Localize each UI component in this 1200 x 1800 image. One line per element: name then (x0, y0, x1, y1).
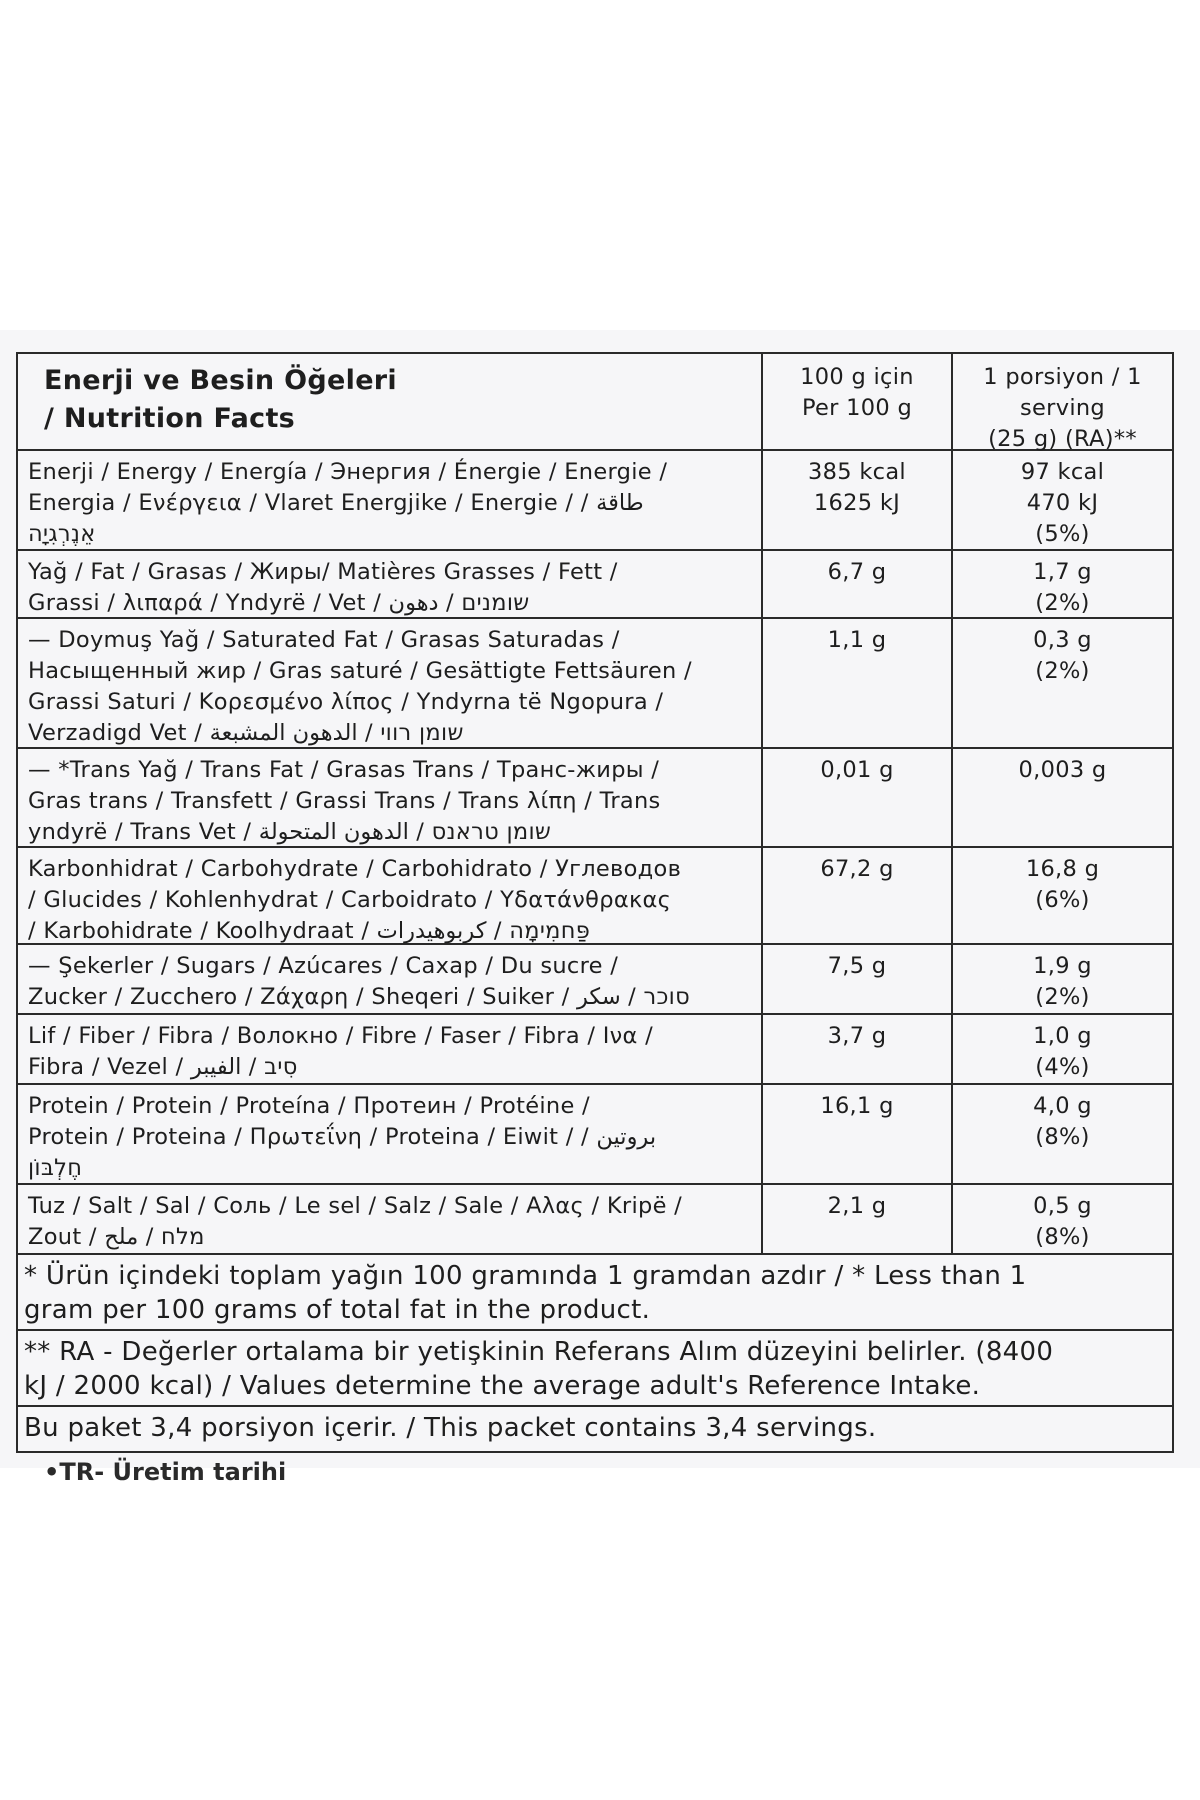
footnote-trans-fat: * Ürün içindeki toplam yağın 100 gramında 1 gramdan azdır / * Less than 1 gram per 100 grams of total fat in the product. (18, 1255, 1172, 1331)
nutrient-name: Tuz / Salt / Sal / Соль / Le sel / Salz / Sale / Αλας / Kripë / Zout / מלח / ملح (18, 1185, 763, 1253)
value-per-100g: 3,7 g (763, 1015, 953, 1083)
nutrient-name: — Şekerler / Sugars / Azúcares / Caxap / Du sucre / Zucker / Zucchero / Ζάχαρη / Sheqeri / Suiker / סוכר / سكر (18, 945, 763, 1013)
value-per-100g: 16,1 g (763, 1085, 953, 1183)
nutrition-label (0, 330, 1200, 1486)
header-subtitle: / Nutrition Facts (44, 403, 296, 434)
header-per-serving: 1 porsiyon / 1 serving (25 g) (RA)** (983, 364, 1142, 452)
nutrient-name: Protein / Protein / Proteína / Протеин / Protéine / Protein / Proteina / Πρωτεΐνη / Proteina / Eiwit / / بروتين חֶלְבּוֹן (18, 1085, 763, 1183)
header-title-cell (18, 354, 763, 449)
value-per-100g: 2,1 g (763, 1185, 953, 1253)
value-per-serving: 4,0 g (8%) (1033, 1093, 1092, 1150)
nutrient-name: — Doymuş Yağ / Saturated Fat / Grasas Saturadas / Насыщенный жир / Gras saturé / Gesättigte Fettsäuren / Grassi Saturi / Κορεσμένο λίπος / Yndyrna të Ngopura / Verzadigd Vet / שומן רווי / الدهون المشبعة (18, 619, 763, 747)
table-row-protein (18, 1085, 1172, 1185)
nutrition-table (16, 352, 1174, 1453)
table-row-energy (18, 451, 1172, 551)
value-per-100g: 0,01 g (763, 749, 953, 846)
value-per-serving: 1,0 g (4%) (1033, 1023, 1092, 1080)
value-per-100g: 6,7 g (763, 551, 953, 617)
table-row-fiber (18, 1015, 1172, 1085)
value-per-100g: 7,5 g (763, 945, 953, 1013)
header-per-100g: 100 g için Per 100 g (763, 354, 953, 449)
value-per-serving: 1,7 g (2%) (1033, 559, 1092, 616)
value-per-100g: 67,2 g (763, 848, 953, 943)
header-row (18, 354, 1172, 451)
nutrient-name: Enerji / Energy / Energía / Энергия / Énergie / Energie / Energia / Ενέργεια / Vlaret Energjike / Energie / / طاقة אֵנֶרְגִיָה (18, 451, 763, 549)
header-title: Enerji ve Besin Öğeleri (44, 365, 397, 396)
cut-off-text: •TR- Üretim tarihi (44, 1458, 287, 1486)
value-per-serving: 1,9 g (2%) (1033, 953, 1092, 1010)
value-per-serving: 16,8 g (6%) (1025, 856, 1100, 913)
value-per-serving: 0,003 g (1018, 757, 1107, 783)
nutrient-name: Karbonhidrat / Carbohydrate / Carbohidrato / Углеводов / Glucides / Kohlenhydrat / Carboidrato / Υδατάνθρακας / Karbohidrate / Koolhydraat / פַּחמִימָה / كربوهيدرات (18, 848, 763, 943)
footnote-reference-intake: ** RA - Değerler ortalama bir yetişkinin Referans Alım düzeyini belirler. (8400 kJ / 2000 kcal) / Values determine the average adult's Reference Intake. (18, 1331, 1172, 1407)
nutrient-name: — *Trans Yağ / Trans Fat / Grasas Trans / Транс-жиры / Gras trans / Transfett / Grassi Trans / Trans λίπη / Trans yndyrë / Trans Vet / שומן טראנס / الدهون المتحولة (18, 749, 763, 846)
table-row-carbohydrate (18, 848, 1172, 945)
nutrient-name: Yağ / Fat / Grasas / Жиры/ Matières Grasses / Fett / Grassi / λιπαρά / Yndyrë / Vet / שומנים / دهون (18, 551, 763, 617)
table-row-saturated-fat (18, 619, 1172, 749)
table-row-sugars (18, 945, 1172, 1015)
value-per-100g: 385 kcal 1625 kJ (763, 451, 953, 549)
table-row-fat (18, 551, 1172, 619)
value-per-serving: 0,3 g (2%) (1033, 627, 1092, 684)
value-per-serving: 97 kcal 470 kJ (5%) (1020, 459, 1105, 547)
nutrient-name: Lif / Fiber / Fibra / Волокно / Fibre / Faser / Fibra / Iνα / Fibra / Vezel / סִיב / الفيبر (18, 1015, 763, 1083)
value-per-serving: 0,5 g (8%) (1033, 1193, 1092, 1250)
footnote-servings: Bu paket 3,4 porsiyon içerir. / This packet contains 3,4 servings. (24, 1413, 877, 1443)
value-per-100g: 1,1 g (763, 619, 953, 747)
table-row-trans-fat (18, 749, 1172, 848)
table-row-salt (18, 1185, 1172, 1255)
